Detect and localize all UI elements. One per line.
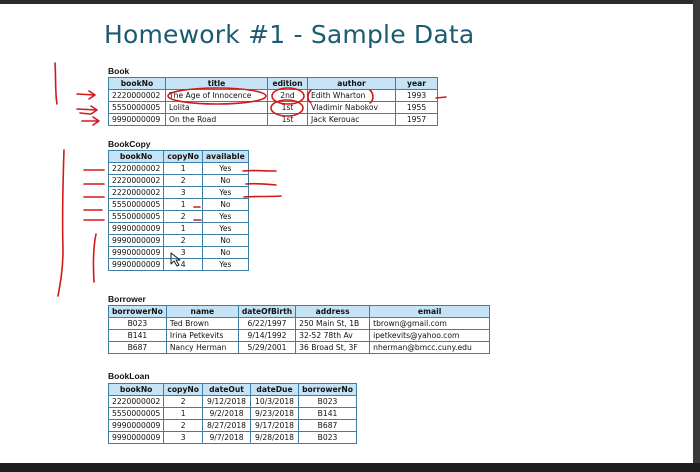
ink-arrow (77, 106, 97, 114)
ink-arrow (82, 117, 99, 125)
title-cell: On the Road (166, 114, 268, 126)
ink-dash (246, 184, 276, 185)
ink-bracket-line (55, 63, 57, 104)
available-cell: Yes (203, 163, 249, 175)
bookno-cell: 2220000002 (109, 396, 164, 408)
bookcopy-table (108, 150, 249, 271)
name-cell: Ted Brown (166, 318, 238, 330)
address-cell: 36 Broad St, 3F (296, 342, 370, 354)
datedue-cell: 9/23/2018 (251, 408, 299, 420)
author-cell: Jack Kerouac (308, 114, 396, 126)
book-table-label: Book (108, 66, 130, 76)
table-row (109, 247, 249, 259)
table-row (109, 330, 490, 342)
available-cell: No (203, 175, 249, 187)
header-copyno: copyNo (164, 151, 203, 163)
bookno-cell: 9990000009 (109, 114, 166, 126)
header-dateofbirth: dateOfBirth (238, 306, 295, 318)
dateofbirth-cell: 9/14/1992 (238, 330, 295, 342)
header-datedue: dateDue (251, 384, 299, 396)
year-cell: 1955 (396, 102, 438, 114)
slide-title: Homework #1 - Sample Data (104, 20, 475, 49)
bookno-cell: 2220000002 (109, 90, 166, 102)
table-row (109, 432, 357, 444)
header-title: title (166, 78, 268, 90)
year-cell: 1957 (396, 114, 438, 126)
header-available: available (203, 151, 249, 163)
copyno-cell: 4 (164, 259, 203, 271)
available-cell: Yes (203, 259, 249, 271)
dateout-cell: 9/12/2018 (203, 396, 251, 408)
header-borrowerno: borrowerNo (299, 384, 357, 396)
ink-bracket-line (58, 150, 64, 296)
bookno-cell: 9990000009 (109, 223, 164, 235)
email-cell: ipetkevits@yahoo.com (370, 330, 490, 342)
table-row (109, 114, 438, 126)
table-row (109, 259, 249, 271)
borrowerno-cell: B023 (299, 396, 357, 408)
copyno-cell: 1 (164, 199, 203, 211)
header-borrowerno: borrowerNo (109, 306, 167, 318)
table-row (109, 199, 249, 211)
address-cell: 32-52 78th Av (296, 330, 370, 342)
borrowerno-cell: B687 (299, 420, 357, 432)
copyno-cell: 2 (164, 235, 203, 247)
available-cell: Yes (203, 211, 249, 223)
address-cell: 250 Main St, 1B (296, 318, 370, 330)
borrowerno-cell: B687 (109, 342, 167, 354)
edition-cell: 1st (268, 114, 308, 126)
bookno-cell: 5550000005 (109, 199, 164, 211)
dateofbirth-cell: 6/22/1997 (238, 318, 295, 330)
available-cell: Yes (203, 223, 249, 235)
borrowerno-cell: B141 (109, 330, 167, 342)
window-bottom-border (0, 463, 700, 472)
header-bookno: bookNo (109, 78, 166, 90)
bookno-cell: 9990000009 (109, 432, 164, 444)
dateout-cell: 8/27/2018 (203, 420, 251, 432)
copyno-cell: 3 (164, 247, 203, 259)
bookno-cell: 2220000002 (109, 187, 164, 199)
author-cell: Edith Wharton (308, 90, 396, 102)
header-name: name (166, 306, 238, 318)
bookno-cell: 5550000005 (109, 408, 164, 420)
borrowerno-cell: B141 (299, 408, 357, 420)
borrower-header-row (109, 306, 490, 318)
bookloan-table (108, 383, 357, 444)
table-row (109, 90, 438, 102)
table-row (109, 175, 249, 187)
bookcopy-table-label: BookCopy (108, 139, 151, 149)
copyno-cell: 2 (164, 396, 203, 408)
title-cell: The Age of Innocence (166, 90, 268, 102)
table-row (109, 408, 357, 420)
header-bookno: bookNo (109, 384, 164, 396)
bookcopy-header-row (109, 151, 249, 163)
borrowerno-cell: B023 (109, 318, 167, 330)
header-author: author (308, 78, 396, 90)
bookno-cell: 9990000009 (109, 235, 164, 247)
edition-cell: 1st (268, 102, 308, 114)
copyno-cell: 1 (164, 223, 203, 235)
copyno-cell: 2 (164, 175, 203, 187)
author-cell: Vladimir Nabokov (308, 102, 396, 114)
bookno-cell: 9990000009 (109, 259, 164, 271)
bookno-cell: 9990000009 (109, 247, 164, 259)
email-cell: tbrown@gmail.com (370, 318, 490, 330)
borrower-table (108, 305, 490, 354)
table-row (109, 102, 438, 114)
name-cell: Nancy Herman (166, 342, 238, 354)
copyno-cell: 3 (164, 432, 203, 444)
datedue-cell: 9/17/2018 (251, 420, 299, 432)
borrowerno-cell: B023 (299, 432, 357, 444)
bookloan-header-row (109, 384, 357, 396)
bookno-cell: 5550000005 (109, 102, 166, 114)
copyno-cell: 2 (164, 211, 203, 223)
copyno-cell: 1 (164, 163, 203, 175)
title-cell: Lolita (166, 102, 268, 114)
header-email: email (370, 306, 490, 318)
header-copyno: copyNo (164, 384, 203, 396)
bookloan-table-label: BookLoan (108, 371, 150, 381)
datedue-cell: 9/28/2018 (251, 432, 299, 444)
table-row (109, 318, 490, 330)
year-cell: 1993 (396, 90, 438, 102)
copyno-cell: 2 (164, 420, 203, 432)
copyno-cell: 3 (164, 187, 203, 199)
bookno-cell: 5550000005 (109, 211, 164, 223)
window-top-border (0, 0, 700, 4)
ink-dash (244, 196, 281, 197)
table-row (109, 342, 490, 354)
datedue-cell: 10/3/2018 (251, 396, 299, 408)
bookno-cell: 9990000009 (109, 420, 164, 432)
dateofbirth-cell: 5/29/2001 (238, 342, 295, 354)
available-cell: No (203, 247, 249, 259)
header-dateout: dateOut (203, 384, 251, 396)
copyno-cell: 1 (164, 408, 203, 420)
available-cell: Yes (203, 187, 249, 199)
header-address: address (296, 306, 370, 318)
table-row (109, 223, 249, 235)
table-row (109, 235, 249, 247)
table-row (109, 163, 249, 175)
book-header-row (109, 78, 438, 90)
edition-cell: 2nd (268, 90, 308, 102)
name-cell: Irina Petkevits (166, 330, 238, 342)
table-row (109, 396, 357, 408)
dateout-cell: 9/2/2018 (203, 408, 251, 420)
available-cell: No (203, 199, 249, 211)
ink-arrow (77, 91, 95, 99)
header-bookno: bookNo (109, 151, 164, 163)
available-cell: No (203, 235, 249, 247)
window-right-border (693, 0, 700, 472)
email-cell: nherman@bmcc.cuny.edu (370, 342, 490, 354)
table-row (109, 420, 357, 432)
ink-bracket-line (93, 234, 96, 282)
dateout-cell: 9/7/2018 (203, 432, 251, 444)
header-edition: edition (268, 78, 308, 90)
borrower-table-label: Borrower (108, 294, 146, 304)
bookno-cell: 2220000002 (109, 163, 164, 175)
book-table (108, 77, 438, 126)
table-row (109, 187, 249, 199)
table-row (109, 211, 249, 223)
header-year: year (396, 78, 438, 90)
bookno-cell: 2220000002 (109, 175, 164, 187)
